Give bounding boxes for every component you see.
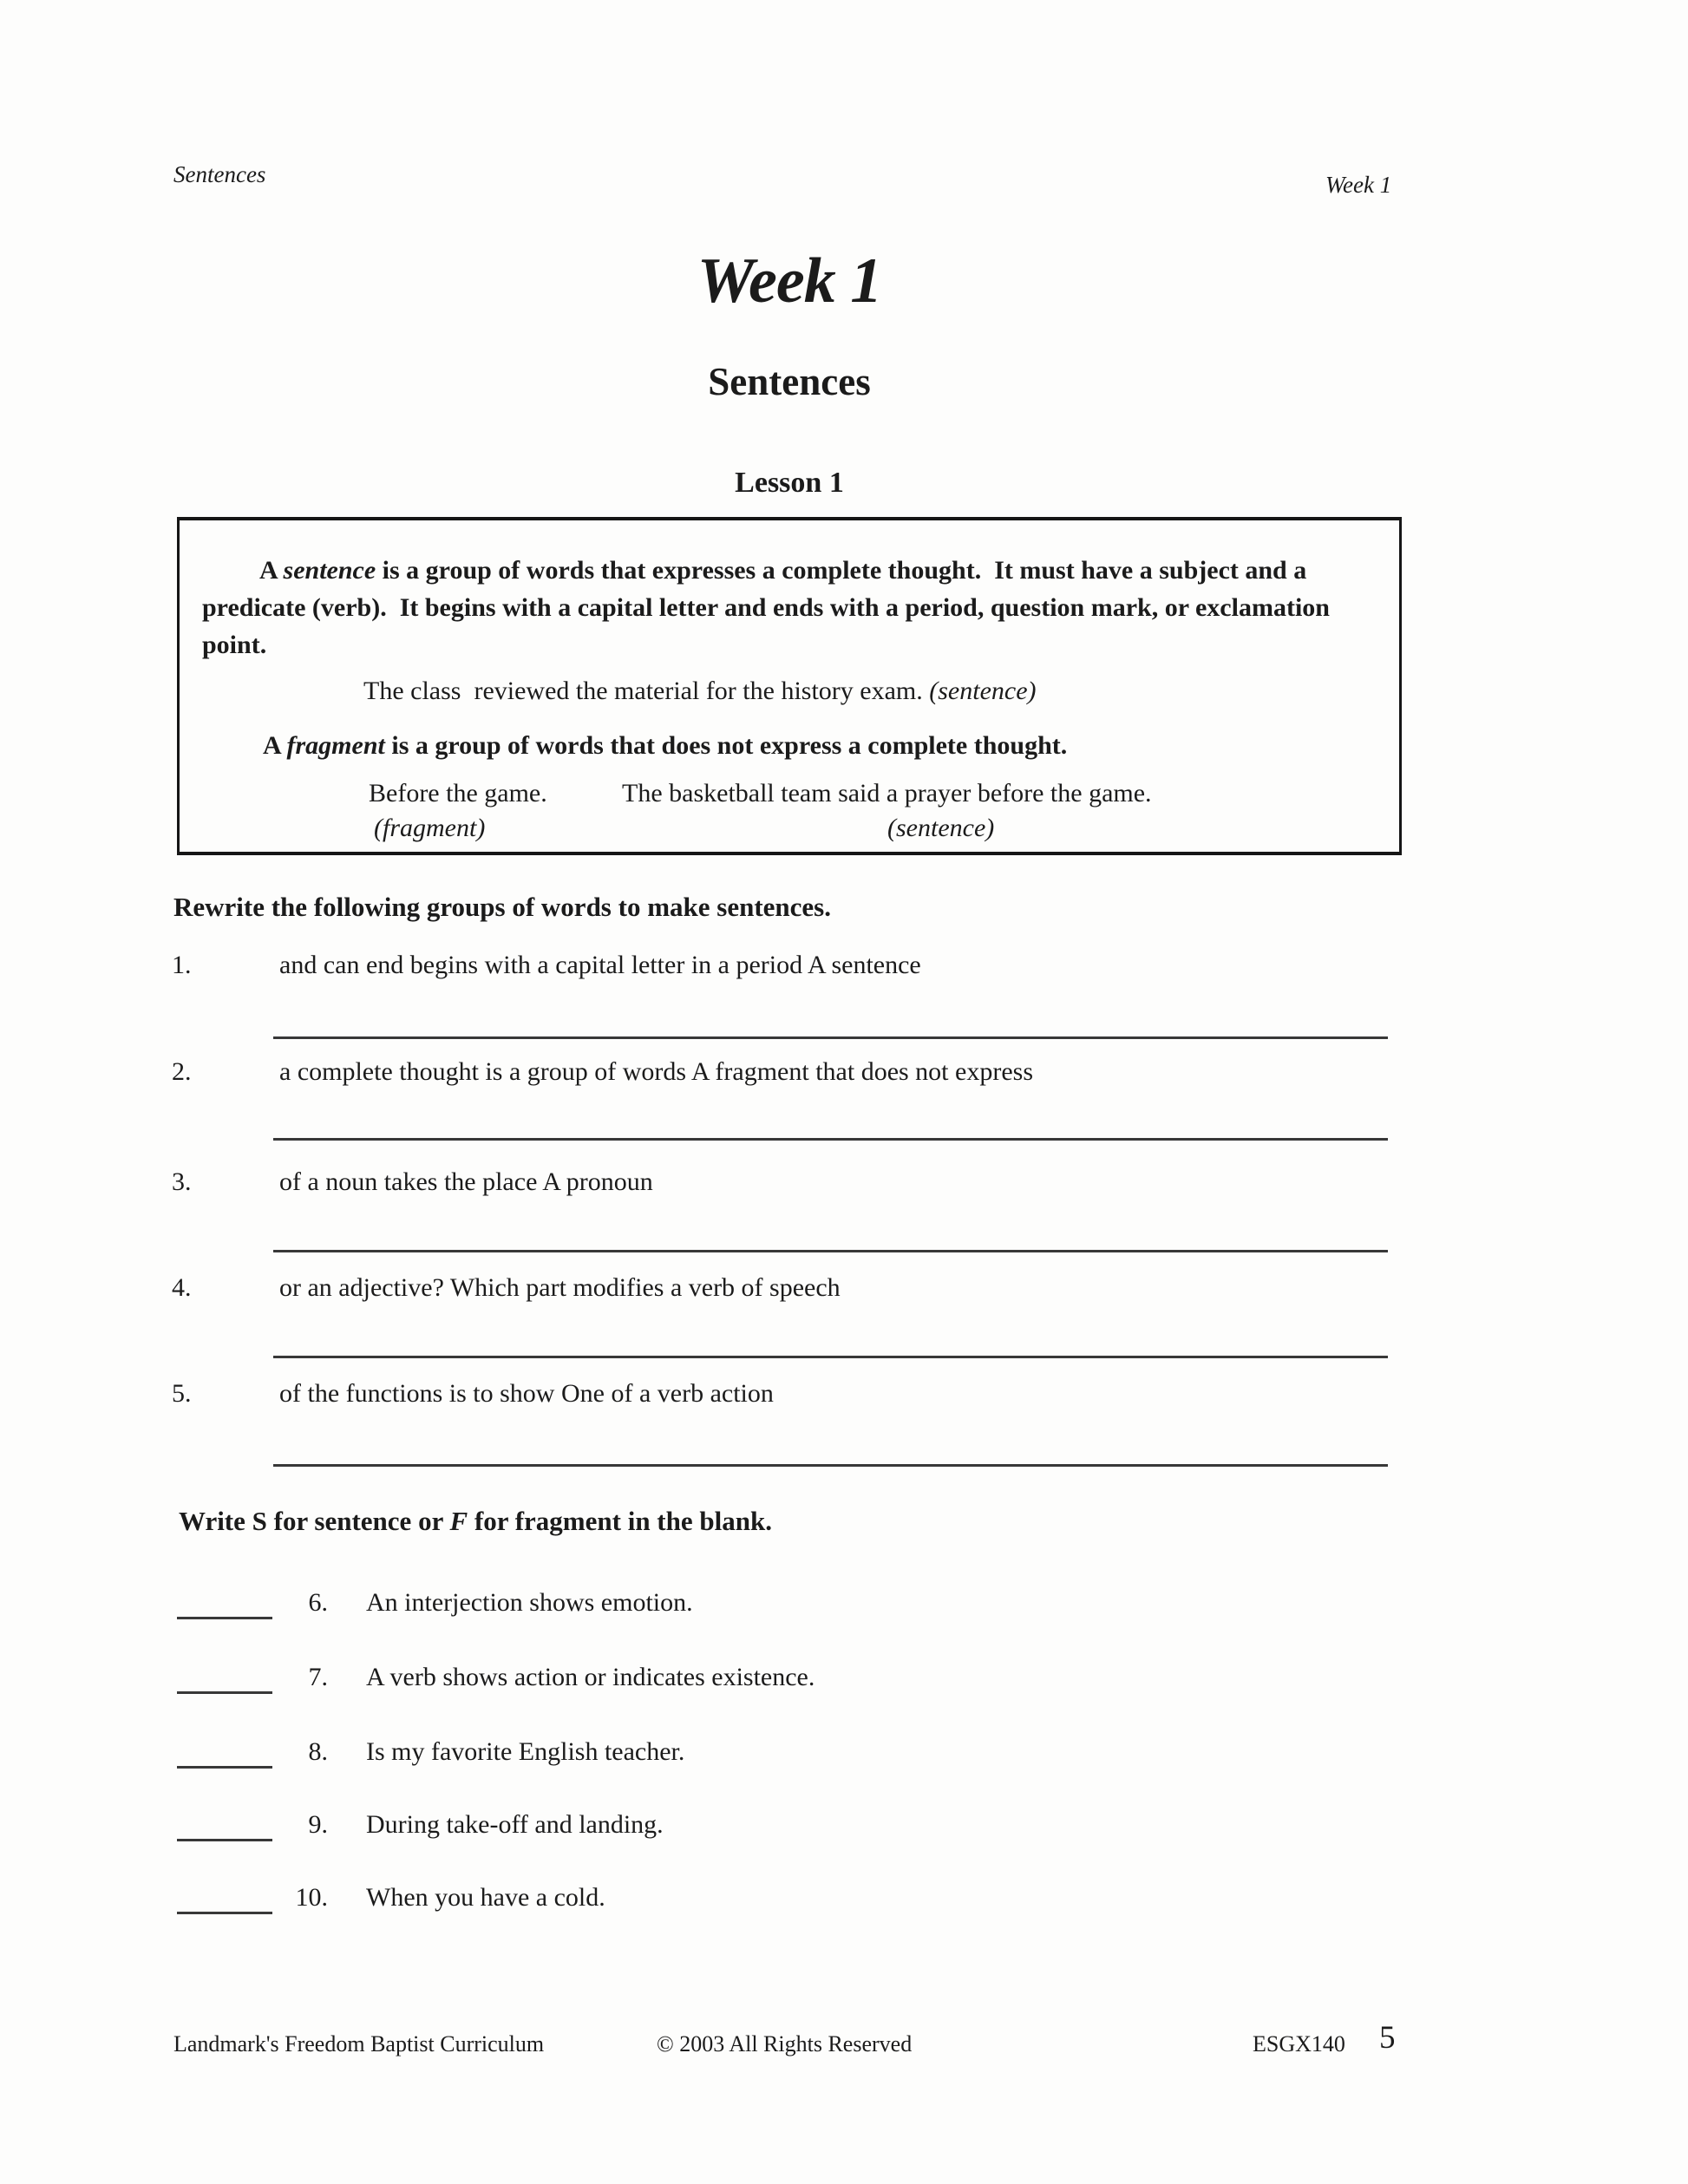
sentence-term: sentence [283, 556, 376, 585]
definition-box [177, 517, 1402, 855]
rewrite-item-number: 1. [172, 951, 192, 979]
footer-copyright: © 2003 All Rights Reserved [657, 2031, 913, 2056]
sf-item-text: Is my favorite English teacher. [366, 1737, 685, 1766]
answer-line-4 [273, 1356, 1388, 1358]
sentence-definition-prefix: A [259, 556, 284, 585]
fragment-definition-body: is a group of words that does not express a complete thought. [384, 731, 1068, 760]
page-number: 5 [1379, 2020, 1396, 2056]
sentence-definition [202, 552, 1389, 664]
rewrite-section-heading: Rewrite the following groups of words to make sentences. [173, 892, 831, 922]
sf-item-text: When you have a cold. [366, 1883, 605, 1912]
page-subtitle: Sentences [708, 360, 871, 403]
lesson-heading: Lesson 1 [735, 467, 844, 499]
fragment-example-label: (fragment) [374, 814, 486, 842]
sf-heading-f: F [449, 1506, 468, 1536]
rewrite-item-text: of the functions is to show One of a verb action [279, 1379, 774, 1408]
sf-item-text: A verb shows action or indicates existence. [366, 1663, 815, 1691]
sf-blank-6 [177, 1617, 272, 1619]
rewrite-item-text: or an adjective? Which part modifies a verb of speech [279, 1273, 841, 1302]
page-title: Week 1 [697, 245, 882, 317]
rewrite-item-number: 4. [172, 1273, 192, 1302]
sentence-example-line [363, 677, 1037, 706]
fragment-definition [202, 729, 1389, 763]
footer-publisher: Landmark's Freedom Baptist Curriculum [173, 2031, 545, 2056]
sf-blank-7 [177, 1691, 272, 1694]
sentence-example-2-label: (sentence) [887, 814, 995, 842]
rewrite-item-text: a complete thought is a group of words A fragment that does not express [279, 1057, 1033, 1086]
sf-blank-10 [177, 1912, 272, 1914]
footer-course-code: ESGX140 [1253, 2031, 1345, 2056]
sf-blank-9 [177, 1839, 272, 1841]
fragment-definition-prefix: A [263, 731, 287, 760]
sf-heading-post: for fragment in the blank. [468, 1506, 772, 1536]
running-header-right: Week 1 [1325, 172, 1392, 198]
sf-item-text: During take-off and landing. [366, 1810, 664, 1839]
rewrite-item-text: and can end begins with a capital letter in a period A sentence [279, 951, 921, 979]
answer-line-2 [273, 1138, 1388, 1141]
sentence-example-label: (sentence) [929, 677, 1037, 705]
running-header-left: Sentences [173, 161, 266, 187]
rewrite-item-number: 2. [172, 1057, 192, 1086]
sf-blank-8 [177, 1766, 272, 1769]
sf-item-number: 10. [295, 1883, 328, 1912]
fragment-example-text: Before the game. [369, 779, 547, 808]
answer-line-1 [273, 1036, 1388, 1039]
answer-line-5 [273, 1464, 1388, 1467]
sf-item-number: 8. [308, 1737, 328, 1766]
sf-item-text: An interjection shows emotion. [366, 1588, 693, 1617]
sentence-definition-body: is a group of words that expresses a complete thought. It must have a subject and a predicate (verb). It begins with a capital letter and ends with a period, question mark, or exclamation point. [202, 556, 1337, 659]
rewrite-item-text: of a noun takes the place A pronoun [279, 1167, 653, 1196]
sentence-example-2-text: The basketball team said a prayer before the game. [622, 779, 1152, 808]
answer-line-3 [273, 1250, 1388, 1252]
sf-item-number: 9. [308, 1810, 328, 1839]
sf-heading-pre: Write S for sentence or [179, 1506, 450, 1536]
sentence-example-text: The class reviewed the material for the history exam. [363, 677, 930, 705]
fragment-term: fragment [286, 731, 385, 760]
rewrite-item-number: 5. [172, 1379, 192, 1408]
sf-item-number: 6. [308, 1588, 328, 1617]
sf-item-number: 7. [308, 1663, 328, 1691]
rewrite-item-number: 3. [172, 1167, 192, 1196]
sf-section-heading [179, 1506, 772, 1537]
